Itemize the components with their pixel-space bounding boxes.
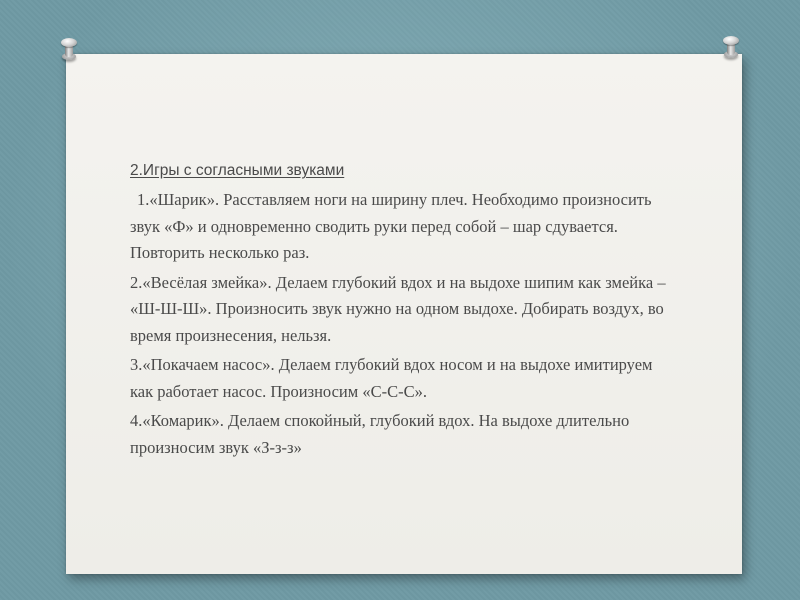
pushpin-icon [61,38,77,60]
exercise-paragraph-4: 4.«Комарик». Делаем спокойный, глубокий вдох. На выдохе длительно произносим звук «З-з-з» [130,411,630,457]
exercise-paragraph-2: 2.«Весёлая змейка». Делаем глубокий вдох и на выдохе шипим как змейка – «Ш-Ш-Ш». Произносить звук нужно на одном выдохе. Добирать воздух, во время произнесения, нельзя. [130,272,666,345]
exercise-paragraph-3: 3.«Покачаем насос». Делаем глубокий вдох носом и на выдохе имитируем как работает насос. Произносим «С-С-С». [130,355,653,401]
pushpin-icon [723,36,739,58]
slide-content [130,158,670,464]
section-heading: 2.Игры с согласными звуками [130,162,345,179]
exercise-paragraph-1: 1.«Шарик». Расставляем ноги на ширину плеч. Необходимо произносить звук «Ф» и одновременно сводить руки перед собой – шар сдувается. Повторить несколько раз. [130,190,652,262]
